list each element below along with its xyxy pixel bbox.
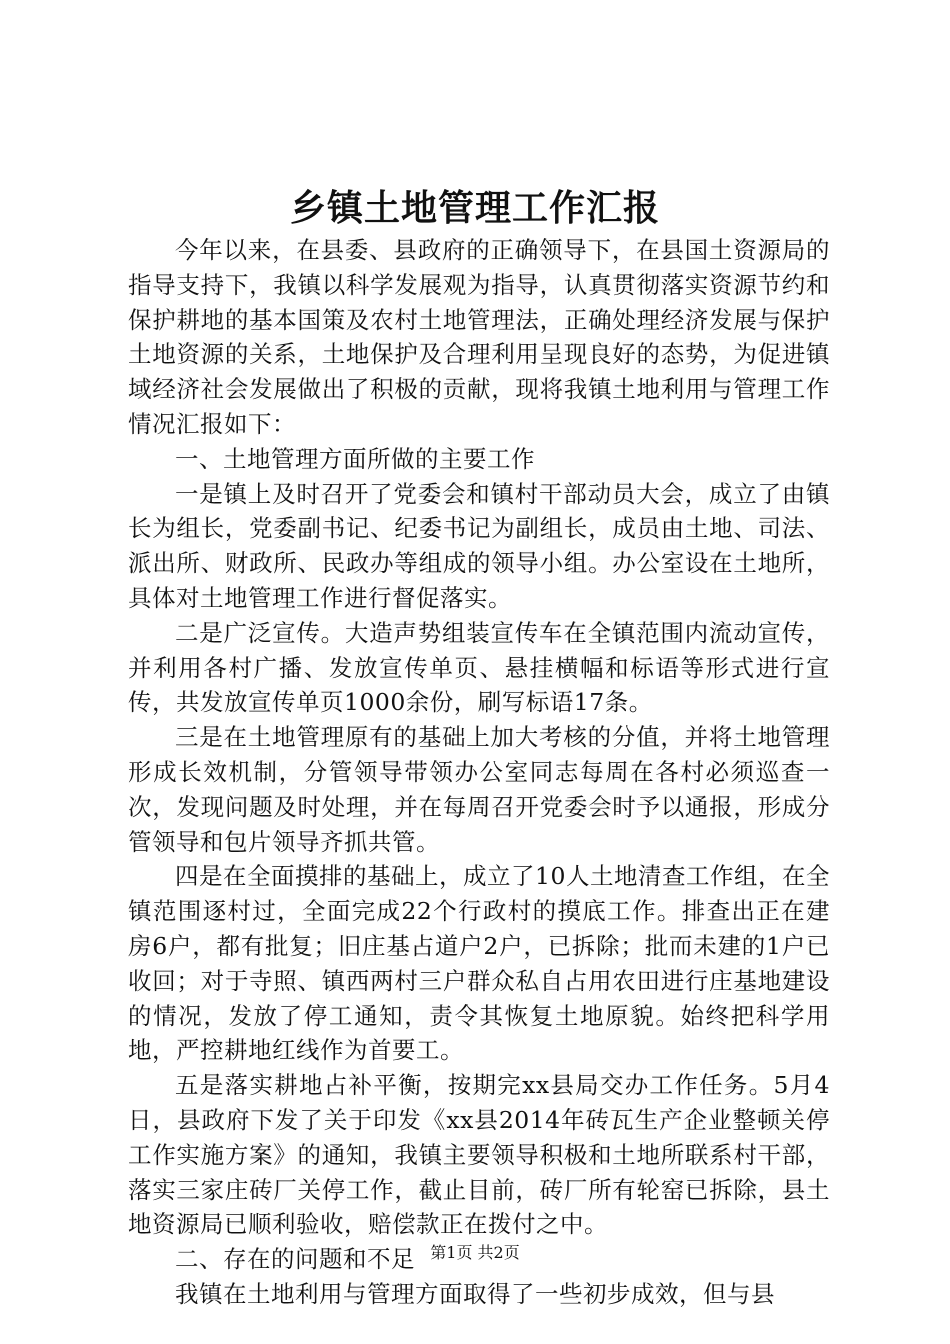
document-body <box>128 233 830 1312</box>
section-heading-problems: 二、存在的问题和不足 <box>175 1245 415 1274</box>
paragraph-problems: 我镇在土地利用与管理方面取得了一些初步成效，但与县 <box>175 1279 775 1308</box>
paragraph-item-4: 四是在全面摸排的基础上，成立了10人土地清查工作组，在全镇范围逐村过，全面完成22个行政村的摸底工作。排查出正在建房6户，都有批复；旧庄基占道户2户，已拆除；批而未建的1户已收回；对于寺照、镇西两村三户群众私自占用农田进行庄基地建设的情况，发放了停工通知，责令其恢复土地原貌。始终把科学用地，严控耕地红线作为首要工。 <box>128 862 830 1065</box>
paragraph-intro: 今年以来，在县委、县政府的正确领导下，在县国土资源局的指导支持下，我镇以科学发展观为指导，认真贯彻落实资源节约和保护耕地的基本国策及农村土地管理法，正确处理经济发展与保护土地资源的关系，土地保护及合理利用呈现良好的态势，为促进镇域经济社会发展做出了积极的贡献，现将我镇土地利用与管理工作情况汇报如下： <box>128 236 830 438</box>
paragraph-item-2: 二是广泛宣传。大造声势组装宣传车在全镇范围内流动宣传，并利用各村广播、发放宣传单页、悬挂横幅和标语等形式进行宣传，共发放宣传单页1000余份，刷写标语17条。 <box>128 618 830 717</box>
section-heading-main-work: 一、土地管理方面所做的主要工作 <box>175 444 535 473</box>
paragraph-item-5: 五是落实耕地占补平衡，按期完xx县局交办工作任务。5月4日，县政府下发了关于印发《xx县2014年砖瓦生产企业整顿关停工作实施方案》的通知，我镇主要领导积极和土地所联系村干部，落实三家庄砖厂关停工作，截止目前，砖厂所有轮窑已拆除，县土地资源局已顺利验收，赔偿款正在拨付之中。 <box>128 1071 830 1239</box>
page-footer: 第1页 共2页 <box>430 1243 520 1262</box>
paragraph-item-1: 一是镇上及时召开了党委会和镇村干部动员大会，成立了由镇长为组长，党委副书记、纪委书记为副组长，成员由土地、司法、派出所、财政所、民政办等组成的领导小组。办公室设在土地所，具体对土地管理工作进行督促落实。 <box>128 479 830 612</box>
document-title: 乡镇土地管理工作汇报 <box>289 187 660 229</box>
paragraph-item-3: 三是在土地管理原有的基础上加大考核的分值，并将土地管理形成长效机制，分管领导带领办公室同志每周在各村必须巡查一次，发现问题及时处理，并在每周召开党委会时予以通报，形成分管领导和包片领导齐抓共管。 <box>128 723 830 856</box>
